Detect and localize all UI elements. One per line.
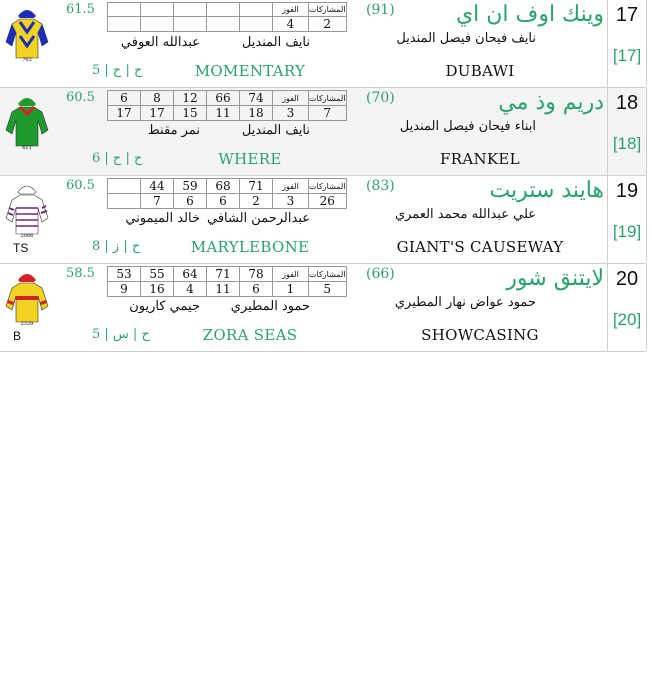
owner: علي عبدالله محمد العمري (394, 207, 536, 222)
owner: ابناء فيحان فيصل المنديل (399, 119, 536, 134)
form-cell (240, 17, 273, 32)
form-cell: 66 (207, 91, 240, 106)
wins-value: 4 (273, 17, 309, 32)
form-cell: 17 (108, 106, 141, 121)
wins-header: الفوز (273, 3, 309, 17)
dam: MARYLEBONE (190, 238, 310, 256)
number-column (607, 264, 647, 351)
form-cell (141, 3, 174, 17)
starts-value: 5 (309, 282, 347, 297)
number-column (607, 176, 647, 263)
silk-number: 2329 (20, 321, 34, 326)
weight: 58.5 (66, 266, 95, 281)
number-column (607, 0, 647, 87)
starts-header: المشاركات (309, 3, 347, 17)
form-cell: 4 (174, 282, 207, 297)
weight: 60.5 (66, 90, 95, 105)
runner-number: 17 (615, 4, 639, 26)
runner-number: 20 (615, 268, 639, 290)
runner-row[interactable] (0, 88, 646, 176)
starts-header: المشاركات (309, 91, 347, 106)
form-cell: 55 (141, 267, 174, 282)
starts-header: المشاركات (309, 179, 347, 194)
form-cell: 71 (240, 179, 273, 194)
jockey: جيمي كاريون (129, 299, 200, 314)
age-sex-color: ح | ز | 8 (92, 239, 141, 254)
sire: GIANT'S CAUSEWAY (396, 238, 564, 256)
form-cell: 6 (174, 194, 207, 209)
jockey-silks-icon (4, 90, 50, 150)
jockey: خالد الميموني (125, 211, 200, 226)
runner-number: 18 (615, 92, 639, 114)
jockey-silks-icon (4, 2, 50, 62)
rating: (66) (366, 266, 395, 282)
form-cell: 6 (108, 91, 141, 106)
horse-name[interactable]: دريم وذ مي (498, 90, 604, 115)
sire: FRANKEL (440, 150, 520, 168)
horse-name[interactable]: هايند ستريت (489, 178, 604, 203)
form-cell: 74 (240, 91, 273, 106)
form-cell: 12 (174, 91, 207, 106)
silk-number: 702 (22, 57, 32, 62)
owner: نايف فيحان فيصل المنديل (396, 31, 536, 46)
weight: 61.5 (66, 2, 95, 17)
draw: [19] (612, 222, 642, 241)
starts-value: 2 (309, 17, 347, 32)
jockey: نمر مقنط (147, 123, 200, 138)
form-cell (141, 17, 174, 32)
form-cell: 59 (174, 179, 207, 194)
starts-value: 26 (309, 194, 347, 209)
runner-row[interactable] (0, 264, 646, 352)
wins-value: 1 (273, 282, 309, 297)
gear: B (13, 329, 22, 343)
trainer: عبدالرحمن الشافي (206, 211, 310, 226)
gear: TS (13, 241, 29, 255)
form-cell (207, 3, 240, 17)
jockey-silks-icon (4, 178, 50, 238)
runner-row[interactable] (0, 0, 646, 88)
dam: WHERE (218, 150, 282, 168)
form-cell: 11 (207, 106, 240, 121)
form-cell: 11 (207, 282, 240, 297)
silk-number: 611 (22, 145, 32, 150)
form-cell (174, 3, 207, 17)
jockey: عبدالله العوفي (120, 35, 200, 50)
wins-value: 3 (273, 194, 309, 209)
form-cell: 9 (108, 282, 141, 297)
form-cell (108, 17, 141, 32)
rating: (91) (366, 2, 395, 18)
horse-name[interactable]: وينك اوف ان اي (455, 2, 604, 27)
form-cell: 53 (108, 267, 141, 282)
rating: (70) (366, 90, 395, 106)
wins-header: الفوز (273, 179, 309, 194)
trainer: نايف المنديل (241, 123, 310, 138)
draw: [18] (612, 134, 642, 153)
form-cell: 44 (141, 179, 174, 194)
form-cell: 6 (207, 194, 240, 209)
sire: DUBAWI (445, 62, 515, 80)
trainer: حمود المطيري (230, 299, 310, 314)
rating: (83) (366, 178, 395, 194)
form-cell (207, 17, 240, 32)
form-cell: 15 (174, 106, 207, 121)
wins-header: الفوز (273, 267, 309, 282)
horse-name[interactable]: لايتنق شور (506, 266, 604, 291)
age-sex-color: ح | ح | 6 (92, 151, 143, 166)
form-table (107, 266, 347, 297)
form-cell: 17 (141, 106, 174, 121)
form-cell (108, 3, 141, 17)
dam: MOMENTARY (194, 62, 306, 80)
age-sex-color: ح | س | 5 (92, 327, 150, 342)
trainer: نايف المنديل (241, 35, 310, 50)
sire: SHOWCASING (421, 326, 539, 344)
dam: ZORA SEAS (202, 326, 298, 344)
wins-header: الفوز (273, 91, 309, 106)
form-table (107, 178, 347, 209)
form-cell: 78 (240, 267, 273, 282)
form-cell: 7 (141, 194, 174, 209)
age-sex-color: ح | ح | 5 (92, 63, 143, 78)
form-cell: 6 (240, 282, 273, 297)
form-cell (174, 17, 207, 32)
form-cell: 18 (240, 106, 273, 121)
jockey-silks-icon (4, 266, 50, 326)
runner-number: 19 (615, 180, 639, 202)
form-table (107, 90, 347, 121)
form-cell: 16 (141, 282, 174, 297)
draw: [17] (612, 46, 642, 65)
form-table (107, 2, 347, 32)
runner-row[interactable] (0, 176, 646, 264)
form-cell (108, 194, 141, 209)
form-cell: 8 (141, 91, 174, 106)
wins-value: 3 (273, 106, 309, 121)
number-column (607, 88, 647, 175)
starts-value: 7 (309, 106, 347, 121)
form-cell (108, 179, 141, 194)
starts-header: المشاركات (309, 267, 347, 282)
draw: [20] (612, 310, 642, 329)
form-cell: 68 (207, 179, 240, 194)
form-cell: 64 (174, 267, 207, 282)
form-cell: 71 (207, 267, 240, 282)
weight: 60.5 (66, 178, 95, 193)
silk-number: 2066 (20, 233, 34, 238)
form-cell (240, 3, 273, 17)
form-cell: 2 (240, 194, 273, 209)
owner: حمود عواض نهار المطيري (394, 295, 536, 310)
